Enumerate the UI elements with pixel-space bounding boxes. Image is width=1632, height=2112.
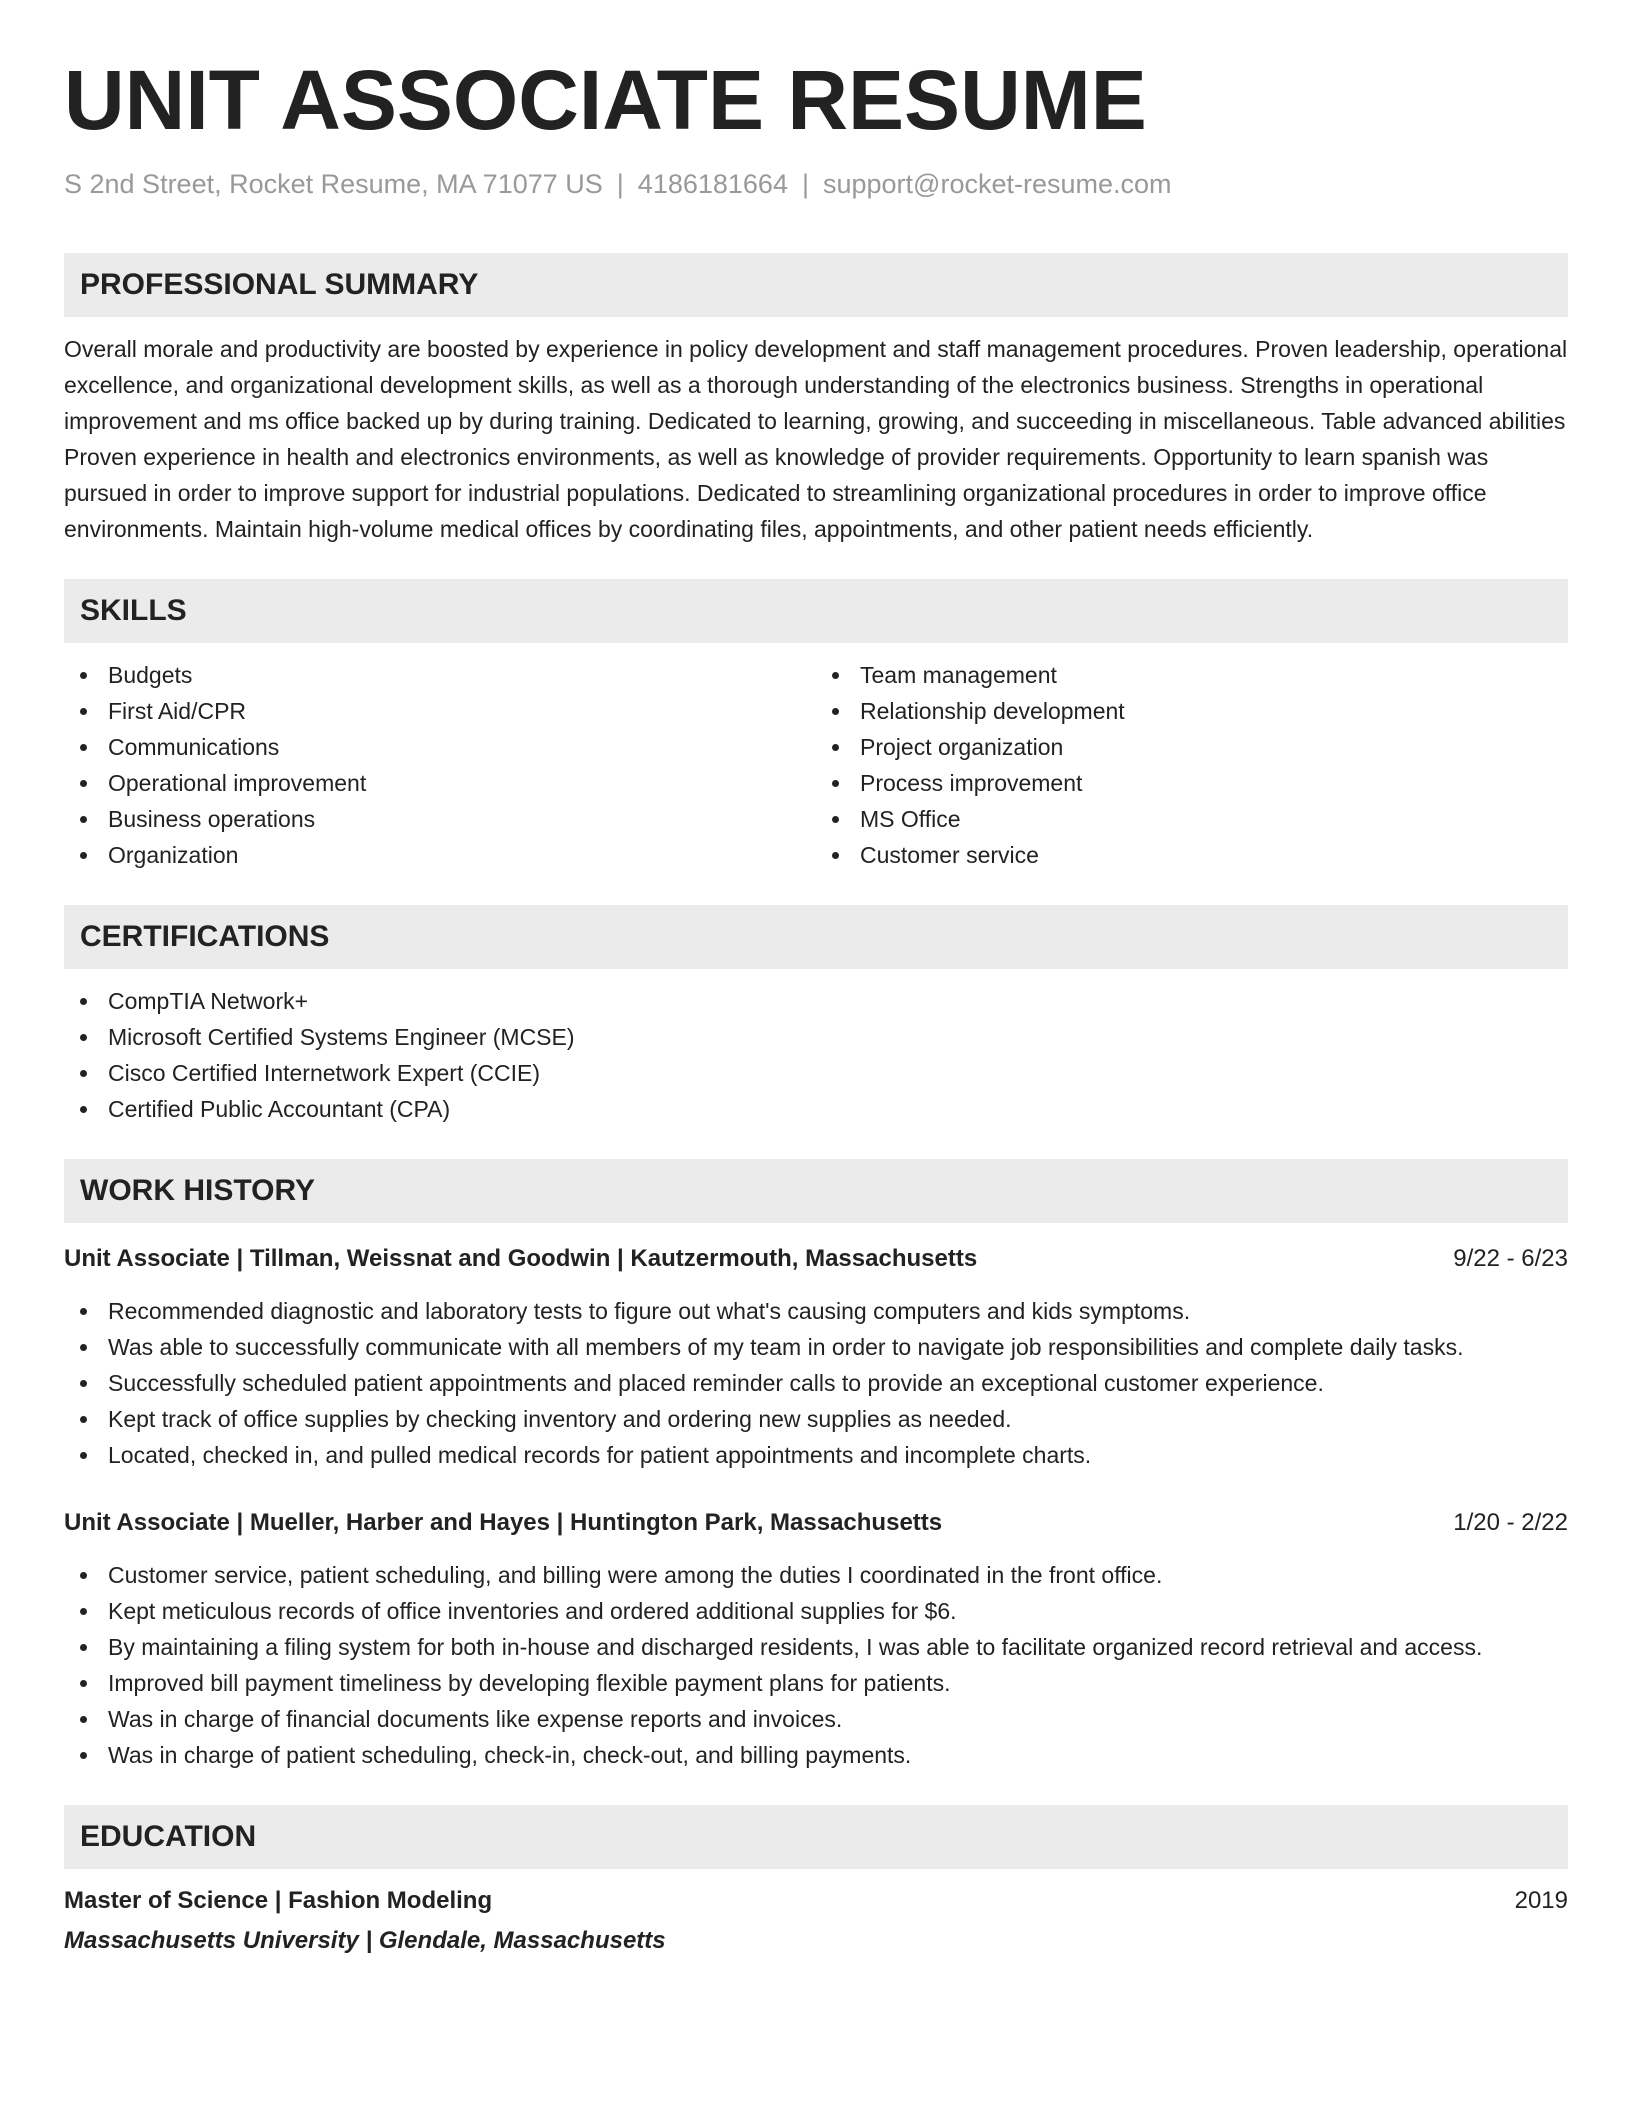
- section-header-education: EDUCATION: [64, 1805, 1568, 1869]
- skill-item: Customer service: [860, 837, 1568, 873]
- skills-right-column: [816, 657, 1568, 873]
- skill-item: Business operations: [108, 801, 816, 837]
- education-degree: Master of Science | Fashion Modeling: [64, 1887, 493, 1914]
- skill-item: Communications: [108, 729, 816, 765]
- skill-item: First Aid/CPR: [108, 693, 816, 729]
- skills-list: [64, 643, 1568, 873]
- skill-item: Budgets: [108, 657, 816, 693]
- education-school: Massachusetts University | Glendale, Massachusetts: [64, 1927, 666, 1954]
- job-bullet: Kept track of office supplies by checking inventory and ordering new supplies as needed.: [108, 1401, 1568, 1437]
- job-bullet: Was in charge of financial documents like expense reports and invoices.: [108, 1701, 1568, 1737]
- resume-title: UNIT ASSOCIATE RESUME: [64, 53, 1147, 147]
- skill-item: Relationship development: [860, 693, 1568, 729]
- skill-item: Project organization: [860, 729, 1568, 765]
- job-heading: [64, 1241, 1568, 1277]
- education-year: 2019: [1514, 1887, 1568, 1914]
- job-bullet: Improved bill payment timeliness by developing flexible payment plans for patients.: [108, 1665, 1568, 1701]
- job-bullets: [64, 1557, 1568, 1773]
- section-header-certifications: CERTIFICATIONS: [64, 905, 1568, 969]
- contact-separator: |: [616, 169, 624, 199]
- job-bullet: Kept meticulous records of office inventories and ordered additional supplies for $6.: [108, 1593, 1568, 1629]
- job-title: Unit Associate | Tillman, Weissnat and Goodwin | Kautzermouth, Massachusetts: [64, 1245, 978, 1272]
- certification-item: CompTIA Network+: [108, 983, 1568, 1019]
- summary-text: Overall morale and productivity are boosted by experience in policy development and staff management procedures. Proven leadership, operational excellence, and organizational development skills, as well as a thorough understanding of the electronics business. Strengths in operational improvement and ms office backed up by during training. Dedicated to learning, growing, and succeeding in miscellaneous. Table advanced abilities Proven experience in health and electronics environments, as well as knowledge of provider requirements. Opportunity to learn spanish was pursued in order to improve support for industrial populations. Dedicated to streamlining organizational procedures in order to improve office environments. Maintain high-volume medical offices by coordinating files, appointments, and other patient needs efficiently.: [64, 336, 1568, 542]
- contact-separator: |: [801, 169, 809, 199]
- skills-left-column: [64, 657, 816, 873]
- job-bullet: By maintaining a filing system for both in-house and discharged residents, I was able to facilitate organized record retrieval and access.: [108, 1629, 1568, 1665]
- contact-address: S 2nd Street, Rocket Resume, MA 71077 US: [64, 169, 603, 199]
- skill-item: Process improvement: [860, 765, 1568, 801]
- contact-email: support@rocket-resume.com: [822, 169, 1172, 199]
- job-bullet: Located, checked in, and pulled medical records for patient appointments and incomplete charts.: [108, 1437, 1568, 1473]
- job-heading: [64, 1505, 1568, 1541]
- skill-item: MS Office: [860, 801, 1568, 837]
- job-bullet: Was in charge of patient scheduling, check-in, check-out, and billing payments.: [108, 1737, 1568, 1773]
- job-title: Unit Associate | Mueller, Harber and Hayes | Huntington Park, Massachusetts: [64, 1509, 943, 1536]
- section-header-work-history: WORK HISTORY: [64, 1159, 1568, 1223]
- skill-item: Operational improvement: [108, 765, 816, 801]
- job-bullet: Successfully scheduled patient appointments and placed reminder calls to provide an exceptional customer experience.: [108, 1365, 1568, 1401]
- job-bullets: [64, 1293, 1568, 1473]
- job-dates: 9/22 - 6/23: [1453, 1245, 1568, 1272]
- contact-phone: 4186181664: [637, 169, 788, 199]
- job-dates: 1/20 - 2/22: [1453, 1509, 1568, 1536]
- certification-item: Cisco Certified Internetwork Expert (CCIE): [108, 1055, 1568, 1091]
- education-heading: [64, 1883, 1568, 1919]
- certification-item: Certified Public Accountant (CPA): [108, 1091, 1568, 1127]
- contact-line: [64, 166, 1568, 202]
- certifications-list: [64, 983, 1568, 1127]
- job-bullet: Was able to successfully communicate with all members of my team in order to navigate job responsibilities and complete daily tasks.: [108, 1329, 1568, 1365]
- skill-item: Team management: [860, 657, 1568, 693]
- skill-item: Organization: [108, 837, 816, 873]
- section-header-skills: SKILLS: [64, 579, 1568, 643]
- job-bullet: Recommended diagnostic and laboratory tests to figure out what's causing computers and kids symptoms.: [108, 1293, 1568, 1329]
- section-header-summary: PROFESSIONAL SUMMARY: [64, 253, 1568, 317]
- job-bullet: Customer service, patient scheduling, and billing were among the duties I coordinated in the front office.: [108, 1557, 1568, 1593]
- certification-item: Microsoft Certified Systems Engineer (MCSE): [108, 1019, 1568, 1055]
